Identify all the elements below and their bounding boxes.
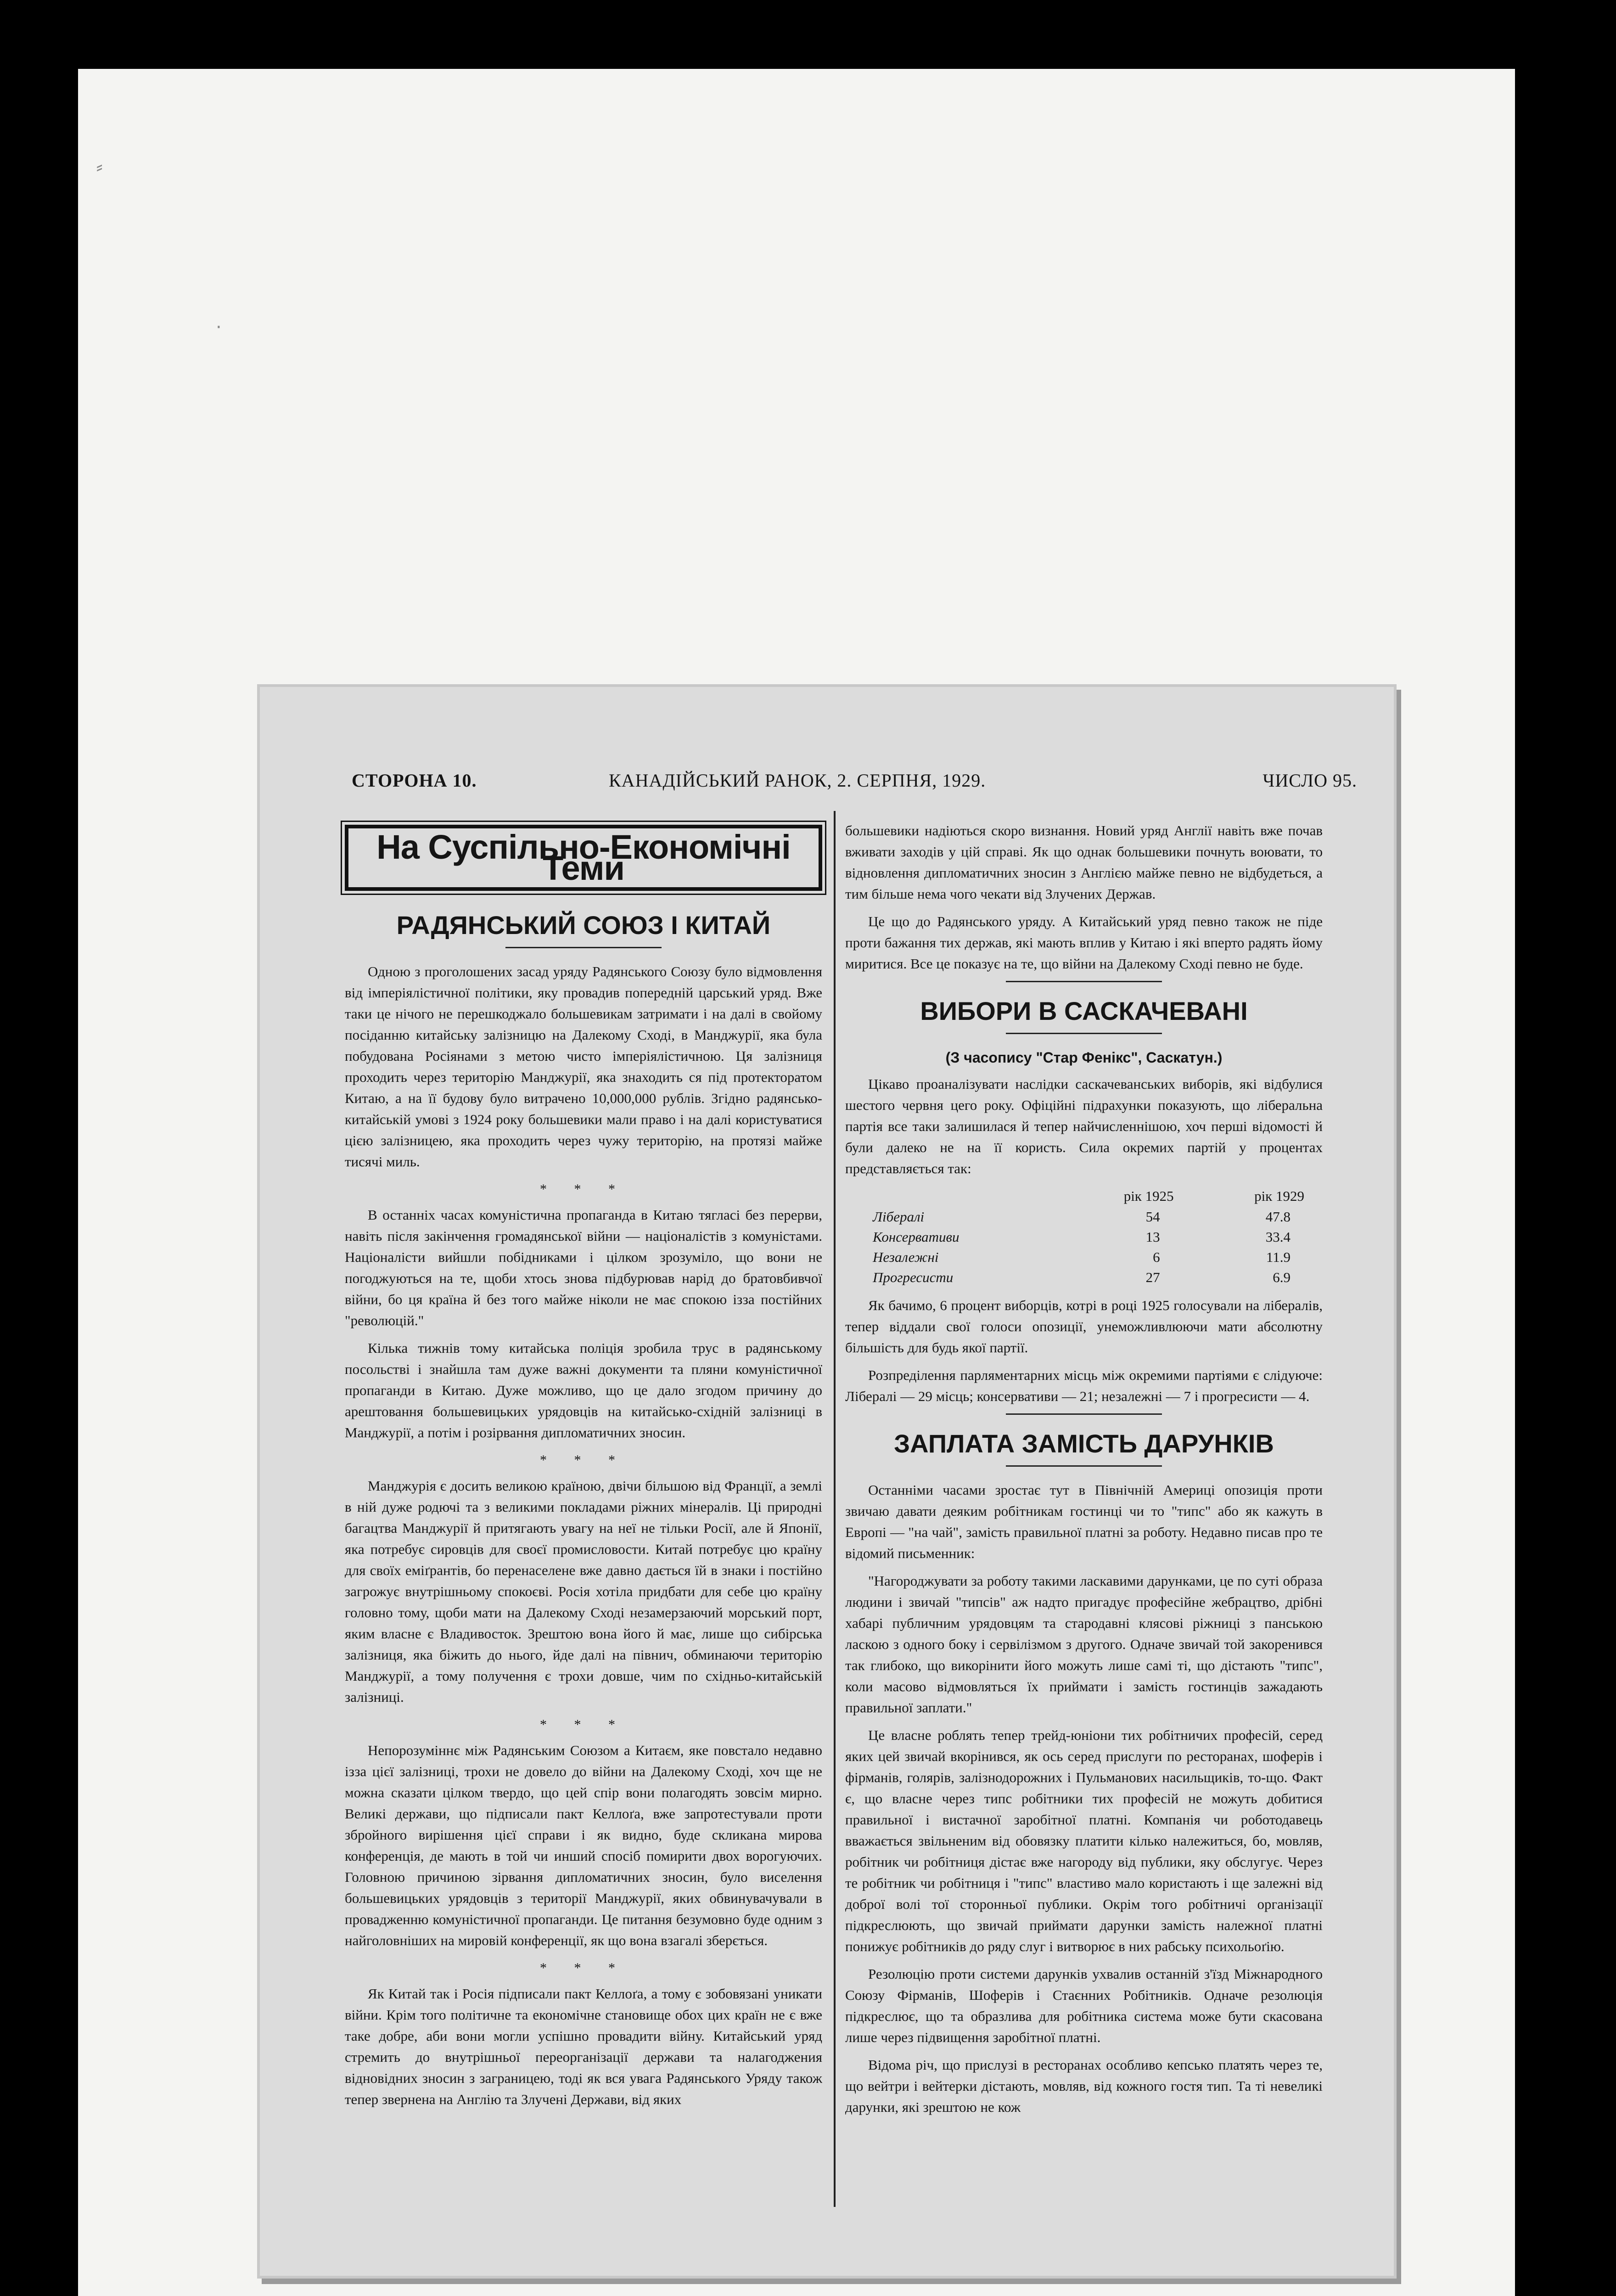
right-column bbox=[845, 820, 1323, 2124]
section-separator: * * * bbox=[540, 1182, 627, 1197]
article-paragraph: В останніх часах комуністична пропаганда в Китаю тягласі без перерви, навіть після закінчення громадянської війни — націоналістів з комуністами. Націоналісти вийшли побідниками і цілком зрозуміло, що вони не погоджуються на те, щоби хтось знова підбурював нарід до братовбивчої війни, бо ця країна й без того майже ніколи не має спокою ізза постійних "революцій." bbox=[345, 1207, 822, 1328]
percent-1925: 6 bbox=[1153, 1249, 1160, 1265]
percent-1929: 6.9 bbox=[1273, 1269, 1291, 1285]
masthead bbox=[352, 770, 1357, 797]
article-quote: "Нагороджувати за роботу такими ласкавими дарунками, це по суті образа людини і звичай "типсів" аж надто пригадує професійне жебрацтво, дрібні хабарі публичним урядовцям та стародавні клясові ріжниці з панською ласкою з одного боку і сервілізмом з другого. Одначе звичай той закоренився так глибоко, що викорінити його можуть лише самі ті, що дістають "типс", коли масово відмовляться їх приймати і замість гостинців зажадають правильної заплати." bbox=[845, 1573, 1323, 1716]
article-paragraph: Розпреділення парляментарних місць між окремими партіями є слідуюче: Лібералі — 29 місць; консервативи — 21; незалежні — 7 і прогресисти — 4. bbox=[845, 1367, 1323, 1404]
table-row bbox=[845, 1247, 1323, 1267]
article-paragraph: Як Китай так і Росія підписали пакт Келлоґа, а тому є зобовязані уникати війни. Крім того політичне та економічне становище обох цих країн не є вже таке добре, аби вони могли успішно провадити війну. Китайський уряд стремить до внутрішньої переорганізації держави та налагоджения відновідних зносин з заграницею, тоді як вся увага Радянського Уряду також тепер звернена на Англію та Злучені Держави, від яких bbox=[345, 1986, 822, 2107]
article-paragraph: Відома річ, що прислузі в ресторанах особливо кепсько платять через те, що вейтри і вейтерки дістають, мовляв, від кожного гостя тип. Та ті невеликі дарунки, які зрештою не кож bbox=[845, 2057, 1323, 2115]
article-paragraph: Непорозуміннє між Радянським Союзом а Китаєм, яке повстало недавно ізза цієї залізниці, трохи не довело до війни на Далекому Сході, хоч ще не можна сказати цілком твердо, що цей спір вони полагодять зовсім мирно. Великі держави, що підписали пакт Келлоґа, вже запротестували проти збройного вирішення цієї справи і як видно, буде скликана мирова конференція, де мають в той чи инший спосіб помирити двох ворогуючих. Головною причиною зірвання дипломатичних зносин, було виселення большевицьких урядовців з території Манджурії, яких обвинувачували в провадженню комуністичної пропаганди. Це питання безумовно буде одним з найголовніших на мировій конференції, як що вона взагалі зберється. bbox=[345, 1742, 822, 1948]
article-paragraph: Кілька тижнів тому китайська поліція зробила трус в радянському посольстві і знайшла там дуже важні документи та пляни комуністичної пропаганди в Китаю. Дуже можливо, що це дало згодом причину до арештовання большевицьких урядовців на китайсько-східній залізниці в Манджурії, а потім і розірвання дипломатичних зносин. bbox=[345, 1340, 822, 1441]
article-paragraph: Резолюцію проти системи дарунків ухвалив останній з'їзд Міжнародного Союзу Фірманів, Шоферів і Стаєнних Робітників. Одначе резолюція підкреслює, що та образлива для робітника система може бути скасована лише через підвищення заробітної платні. bbox=[845, 1966, 1323, 2045]
article-paragraph: Манджурія є досить великою країною, двічи більшою від Франції, а землі в ній дуже родючі та з великими покладами ріжних мінералів. Ці природні багацтва Манджурії й притягають увагу на неї не тільки Росії, але й Японії, яка потребує сировців для своєї промисловости. Китай потребує цю країну для своїх еміґрантів, бо перенаселене вже давно дається їй в знаки і постійно загрожує внутрішньому спокоєві. Росія хотіла придбати для себе цю країну головно тому, щоби мати на Далекому Сході незамерзаючий морський порт, яким власне є Владивосток. Зрештою вона його й має, лише що сибірська залізниця, яка біжить до нього, йде далі на півнич, обминаючи територію Манджурії, а тому получення є трохи довше, чим по східньо-китайській залізниці. bbox=[345, 1478, 822, 1705]
section-separator: * * * bbox=[540, 1452, 627, 1468]
party-name: Лібералі bbox=[873, 1209, 925, 1225]
newspaper-page bbox=[257, 684, 1397, 2279]
article-paragraph: большевики надіються скоро визнання. Новий уряд Англії навіть вже почав вживати заходів у цій справі. Як що однак большевики почнуть воювати, то відновлення дипломатичних зносин з Англією майже певно не відбудеться, а тим більше нема чого чекати від Злучених Держав. bbox=[845, 822, 1323, 902]
table-row bbox=[845, 1267, 1323, 1288]
table-row bbox=[845, 1207, 1323, 1227]
election-headline: ВИБОРИ В САСКАЧЕВАНІ bbox=[920, 996, 1248, 1025]
section-banner: На Суспільно-Економічні Теми bbox=[345, 825, 822, 891]
headline-rule bbox=[1006, 1033, 1162, 1034]
table-row bbox=[845, 1227, 1323, 1247]
section-separator: * * * bbox=[540, 1960, 627, 1975]
election-results-table bbox=[845, 1186, 1323, 1288]
column-divider bbox=[834, 811, 836, 2207]
party-name: Незалежні bbox=[873, 1249, 939, 1265]
article-paragraph: Останніми часами зростає тут в Північній Америці опозиція проти звичаю давати деяким робітникам гостинці чи то "типс" або як кажуть в Европі — "на чай", замість правильної платні за роботу. Недавно писав про те відомий письменник: bbox=[845, 1482, 1323, 1561]
table-header-row bbox=[845, 1186, 1323, 1207]
section-rule bbox=[1006, 1413, 1162, 1415]
party-name: Консервативи bbox=[873, 1229, 960, 1245]
section-rule bbox=[1006, 981, 1162, 982]
article-headline: РАДЯНСЬКИЙ СОЮЗ І КИТАЙ bbox=[396, 911, 771, 940]
paper-title-date: КАНАДІЙСЬКИЙ РАНОК, 2. СЕРПНЯ, 1929. bbox=[609, 770, 986, 791]
percent-1925: 27 bbox=[1145, 1269, 1160, 1285]
article-paragraph: Як бачимо, 6 процент виборців, котрі в році 1925 голосували на лібералів, тепер віддали свої голоси опозиції, унеможливлюючи мати абсолютну більшість для будь якої партії. bbox=[845, 1297, 1323, 1356]
party-name: Прогресисти bbox=[873, 1269, 954, 1285]
article-paragraph: Це що до Радянського уряду. А Китайський уряд певно також не піде проти бажання тих держав, які мають вплив у Китаю і які вперто радять йому миритися. Все це показує на те, що війни на Далекому Сході певно не буде. bbox=[845, 913, 1323, 972]
column-header: рік 1925 bbox=[1123, 1188, 1174, 1204]
headline-rule bbox=[1006, 1465, 1162, 1467]
left-column bbox=[345, 820, 822, 2116]
article-paragraph: Це власне роблять тепер трейд-юніони тих робітничих професій, серед яких цей звичай вкорінився, як ось серед прислуги по ресторанах, шоферів і фірманів, голярів, залізнодорожних і Пульманових насильщиків, то-що. Факт є, що власне через типс робітники тих професій не можуть добитися правильної і вистачної заробітної платні. Компанія чи роботодавець вважається звільненим від обовязку платити кілько належиться, бо, мовляв, робітник чи робітниця дістає вже нагороду від публики, яку обслугує. Через те робітник чи робітниця і "типс" властиво мало користають і ще залежні від доброї волі тої сторонньої публики. Окрім того робітничі організації підкреслюють, що звичай приймати дарунки замість належної платні понижує робітників до ряду слуг і витворює в них рабську психольоґію. bbox=[845, 1727, 1323, 1954]
percent-1929: 47.8 bbox=[1265, 1209, 1291, 1225]
article-source: (З часопису "Стар Фенікс", Саскатун.) bbox=[945, 1049, 1223, 1066]
article-paragraph: Цікаво проаналізувати наслідки саскачеванських виборів, які відбулися шестого червня цего року. Офіційні підрахунки показують, що ліберальна партія все таки залишилася й тепер найчисленнішою, хоч перші відомості й були далеко не на її користь. Сила окремих партій у процентах представляється так: bbox=[845, 1076, 1323, 1176]
scan-speck: · bbox=[216, 317, 222, 338]
section-separator: * * * bbox=[540, 1717, 627, 1732]
percent-1929: 11.9 bbox=[1266, 1249, 1291, 1265]
scan-speck: ⸗ bbox=[96, 156, 103, 177]
issue-number: ЧИСЛО 95. bbox=[1262, 770, 1357, 791]
wages-headline: ЗАПЛАТА ЗАМІСТЬ ДАРУНКІВ bbox=[894, 1429, 1274, 1458]
percent-1925: 13 bbox=[1145, 1229, 1160, 1245]
percent-1925: 54 bbox=[1145, 1209, 1160, 1225]
headline-rule bbox=[505, 947, 662, 948]
percent-1929: 33.4 bbox=[1265, 1229, 1291, 1245]
article-paragraph: Одною з проголошених засад уряду Радянського Союзу було відмовлення від імперіялістичної політики, яку провадив попередній царський уряд. Вже таки це нічого не перешкоджало большевикам затримати і на далі в свойому посіданню китайську залізницю на Далекому Сході, в Манджурії, яка була побудована Росіянами з метою чисто імперіялістичною. Ця залізниця проходить через територію Манджурії, яка знаходить ся під протекторатом Китаю, а на її будову було витрачено 10,000,000 рублів. Згідно радянсько-китайській умові з 1924 року большевики мали право і на далі користуватися цією залізницею, яка проходить через чужу територію, на протязі майже тисячі миль. bbox=[345, 963, 822, 1170]
column-header: рік 1929 bbox=[1254, 1188, 1304, 1204]
page-number: СТОРОНА 10. bbox=[352, 770, 477, 791]
